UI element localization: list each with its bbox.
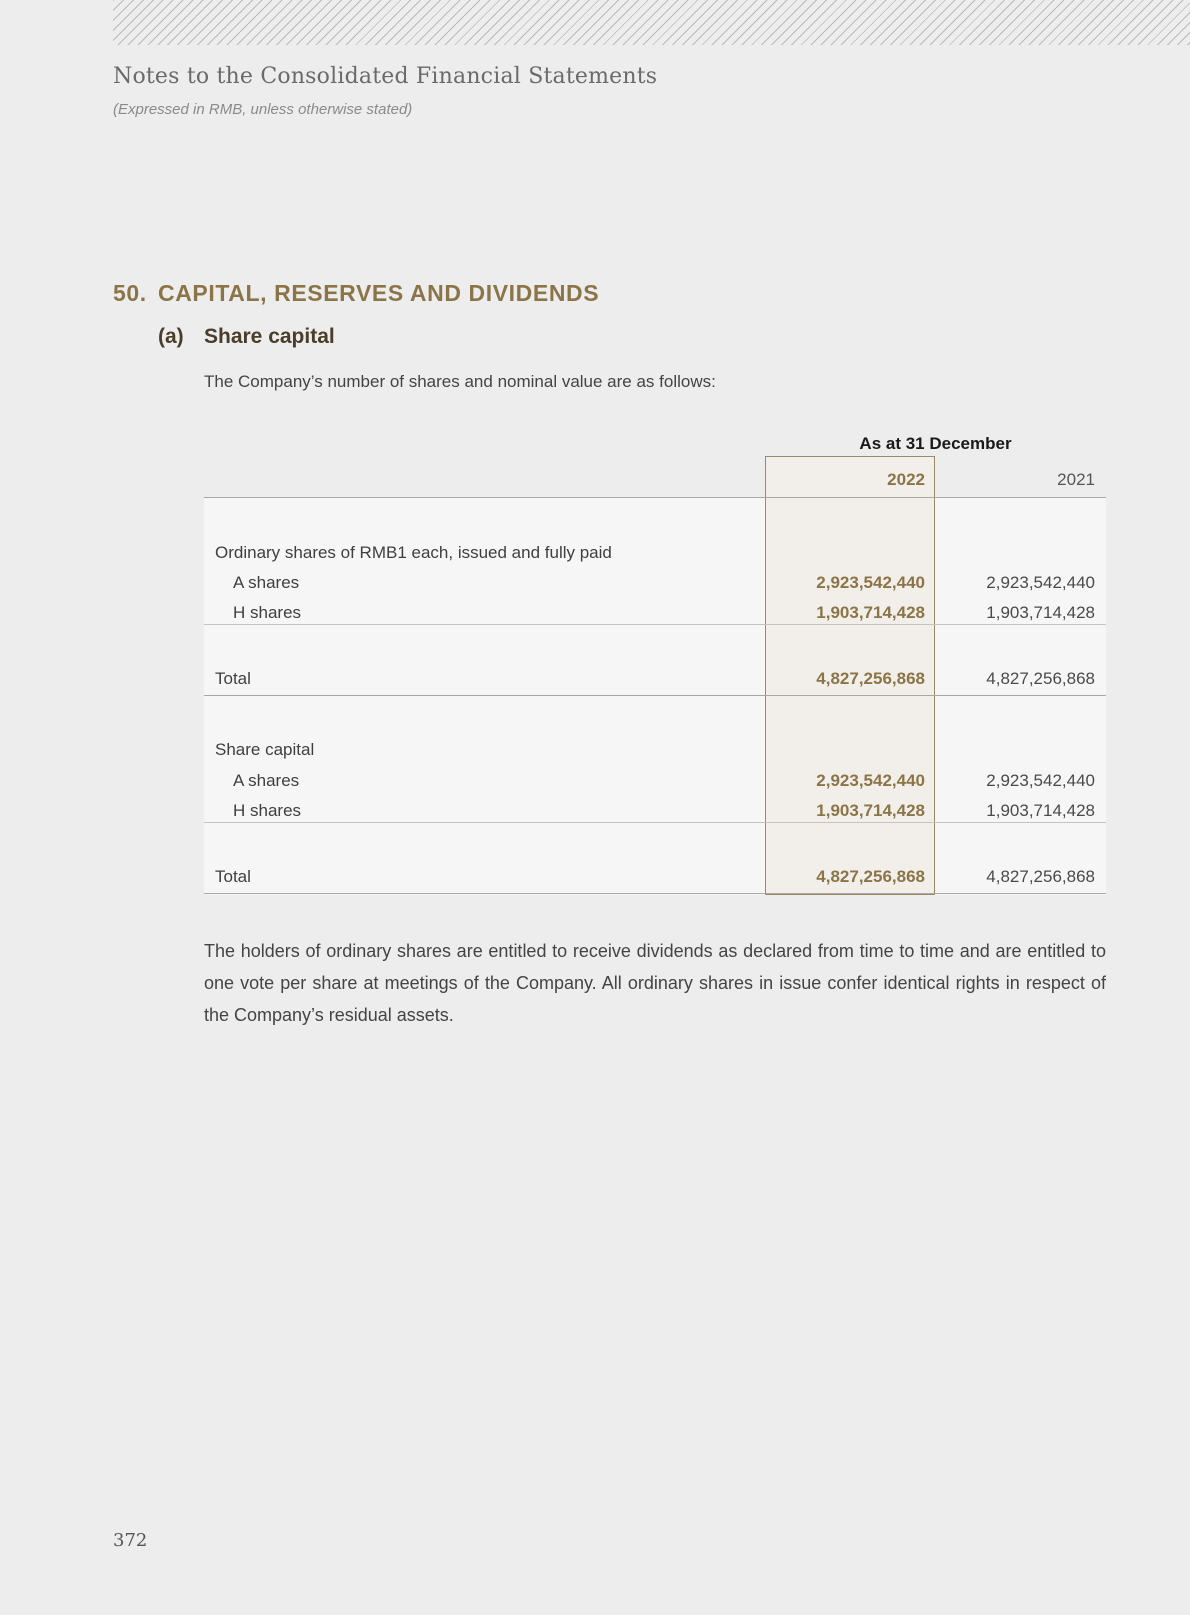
ordinary-total-2021: 4,827,256,868 xyxy=(986,669,1095,688)
column-header-2021: 2021 xyxy=(1057,470,1095,489)
section-title: CAPITAL, RESERVES AND DIVIDENDS xyxy=(158,280,600,306)
subsection-number: (a) xyxy=(158,325,184,348)
column-header-2022: 2022 xyxy=(887,470,925,489)
capital-subtotal-divider xyxy=(204,822,1106,823)
capital-a-shares-2022: 2,923,542,440 xyxy=(816,771,925,790)
page-number: 372 xyxy=(113,1530,148,1551)
ordinary-h-shares-2022: 1,903,714,428 xyxy=(816,603,925,622)
capital-h-shares-2022: 1,903,714,428 xyxy=(816,801,925,820)
ordinary-a-shares-label: A shares xyxy=(233,573,300,592)
section-number: 50. xyxy=(113,280,147,306)
share-capital-heading: Share capital xyxy=(215,740,315,759)
column-group-header: As at 31 December xyxy=(859,434,1012,453)
rights-paragraph: The holders of ordinary shares are entitled to receive dividends as declared from time to time and are entitled to one vote per share at meetings of the Company. All ordinary shares in issue confer identical rights in respect of the Company’s residual assets. xyxy=(204,941,1106,1025)
ordinary-shares-heading: Ordinary shares of RMB1 each, issued and fully paid xyxy=(215,543,612,562)
document-title: Notes to the Consolidated Financial Statements xyxy=(113,64,658,89)
section-heading xyxy=(113,280,599,307)
capital-total-2021: 4,827,256,868 xyxy=(986,867,1095,886)
ordinary-total-divider xyxy=(204,695,1106,696)
capital-h-shares-2021: 1,903,714,428 xyxy=(986,801,1095,820)
document-subtitle: (Expressed in RMB, unless otherwise stated) xyxy=(113,101,413,118)
capital-h-shares-label: H shares xyxy=(233,801,302,820)
capital-total-2022: 4,827,256,868 xyxy=(816,867,925,886)
header-divider xyxy=(204,497,1106,498)
intro-text: The Company’s number of shares and nominal value are as follows: xyxy=(204,372,716,391)
ordinary-h-shares-label: H shares xyxy=(233,603,302,622)
header-hatch-band xyxy=(113,0,1190,45)
capital-a-shares-2021: 2,923,542,440 xyxy=(986,771,1095,790)
subsection-title: Share capital xyxy=(204,325,335,348)
ordinary-a-shares-2021: 2,923,542,440 xyxy=(986,573,1095,592)
subsection-heading xyxy=(158,325,335,349)
capital-total-label: Total xyxy=(215,867,251,886)
capital-a-shares-label: A shares xyxy=(233,771,300,790)
ordinary-total-label: Total xyxy=(215,669,251,688)
share-capital-table xyxy=(204,430,1106,895)
capital-total-divider xyxy=(204,893,1106,894)
ordinary-a-shares-2022: 2,923,542,440 xyxy=(816,573,925,592)
ordinary-subtotal-divider xyxy=(204,624,1106,625)
ordinary-h-shares-2021: 1,903,714,428 xyxy=(986,603,1095,622)
ordinary-total-2022: 4,827,256,868 xyxy=(816,669,925,688)
